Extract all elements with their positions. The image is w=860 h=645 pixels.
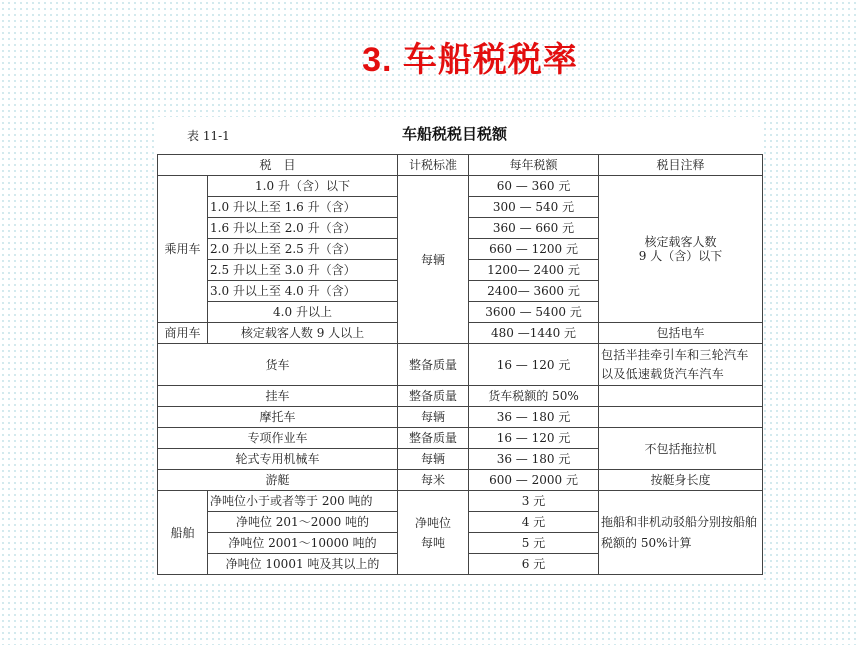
tax-basis-per-vehicle: 每辆: [398, 176, 469, 344]
note-empty: [599, 407, 763, 428]
tax-amount: 2400— 3600 元: [469, 281, 599, 302]
vehicle-vessel-tax-table: [157, 154, 763, 575]
tax-basis: 整备质量: [398, 428, 469, 449]
tax-basis-ship: 净吨位 每吨: [398, 491, 469, 575]
header-tax-item: 税 目: [158, 155, 398, 176]
header-notes: 税目注释: [599, 155, 763, 176]
tax-item-truck: 货车: [158, 344, 398, 386]
note-truck: 包括半挂牵引车和三轮汽车以及低速载货汽车汽车: [599, 344, 763, 386]
note-passenger-car: 核定载客人数 9 人（含）以下: [599, 176, 763, 323]
slide-title: 3. 车船税税率: [362, 41, 578, 79]
header-annual-amount: 每年税额: [469, 155, 599, 176]
tax-item: 2.0 升以上至 2.5 升（含）: [208, 239, 398, 260]
category-passenger-car: 乘用车: [158, 176, 208, 323]
tax-item: 1.0 升以上至 1.6 升（含）: [208, 197, 398, 218]
note-commercial: 包括电车: [599, 323, 763, 344]
tax-item-yacht: 游艇: [158, 470, 398, 491]
tax-basis: 整备质量: [398, 344, 469, 386]
header-tax-basis: 计税标准: [398, 155, 469, 176]
tax-amount: 36 — 180 元: [469, 449, 599, 470]
tax-basis: 每米: [398, 470, 469, 491]
table-number: 表 11-1: [187, 129, 230, 143]
tax-amount: 36 — 180 元: [469, 407, 599, 428]
tax-item: 1.0 升（含）以下: [208, 176, 398, 197]
tax-amount: 480 —1440 元: [469, 323, 599, 344]
table-row: [158, 428, 763, 449]
tax-item-special-vehicle: 专项作业车: [158, 428, 398, 449]
tax-item: 净吨位 201～2000 吨的: [208, 512, 398, 533]
tax-amount: 16 — 120 元: [469, 344, 599, 386]
tax-amount: 300 — 540 元: [469, 197, 599, 218]
table-row: [158, 386, 763, 407]
tax-item: 4.0 升以上: [208, 302, 398, 323]
tax-amount: 660 — 1200 元: [469, 239, 599, 260]
tax-amount: 3 元: [469, 491, 599, 512]
tax-amount: 4 元: [469, 512, 599, 533]
note-special: 不包括拖拉机: [599, 428, 763, 470]
tax-basis: 每辆: [398, 449, 469, 470]
category-commercial: 商用车: [158, 323, 208, 344]
table-row: [158, 470, 763, 491]
tax-item-motorcycle: 摩托车: [158, 407, 398, 428]
tax-item: 核定载客人数 9 人以上: [208, 323, 398, 344]
category-ship: 船舶: [158, 491, 208, 575]
tax-basis: 整备质量: [398, 386, 469, 407]
tax-basis: 每辆: [398, 407, 469, 428]
tax-amount: 6 元: [469, 554, 599, 575]
tax-item: 2.5 升以上至 3.0 升（含）: [208, 260, 398, 281]
note-yacht: 按艇身长度: [599, 470, 763, 491]
tax-item: 净吨位 2001～10000 吨的: [208, 533, 398, 554]
tax-amount: 3600 — 5400 元: [469, 302, 599, 323]
table-row: [158, 407, 763, 428]
tax-amount: 60 — 360 元: [469, 176, 599, 197]
table-row: [158, 344, 763, 386]
tax-amount: 5 元: [469, 533, 599, 554]
tax-table-panel: [157, 117, 762, 582]
table-row: [158, 176, 763, 197]
table-row: [158, 491, 763, 512]
tax-item-wheeled-machinery: 轮式专用机械车: [158, 449, 398, 470]
table-caption: [157, 117, 762, 153]
tax-amount: 600 — 2000 元: [469, 470, 599, 491]
tax-amount: 1200— 2400 元: [469, 260, 599, 281]
tax-item: 净吨位 10001 吨及其以上的: [208, 554, 398, 575]
tax-item-trailer: 挂车: [158, 386, 398, 407]
tax-item: 1.6 升以上至 2.0 升（含）: [208, 218, 398, 239]
tax-item: 净吨位小于或者等于 200 吨的: [208, 491, 398, 512]
table-title: 车船税税目税额: [402, 125, 508, 143]
note-ship: 拖船和非机动驳船分别按船舶税额的 50%计算: [599, 491, 763, 575]
tax-amount: 货车税额的 50%: [469, 386, 599, 407]
tax-item: 3.0 升以上至 4.0 升（含）: [208, 281, 398, 302]
table-header-row: [158, 155, 763, 176]
tax-amount: 16 — 120 元: [469, 428, 599, 449]
note-empty: [599, 386, 763, 407]
tax-amount: 360 — 660 元: [469, 218, 599, 239]
